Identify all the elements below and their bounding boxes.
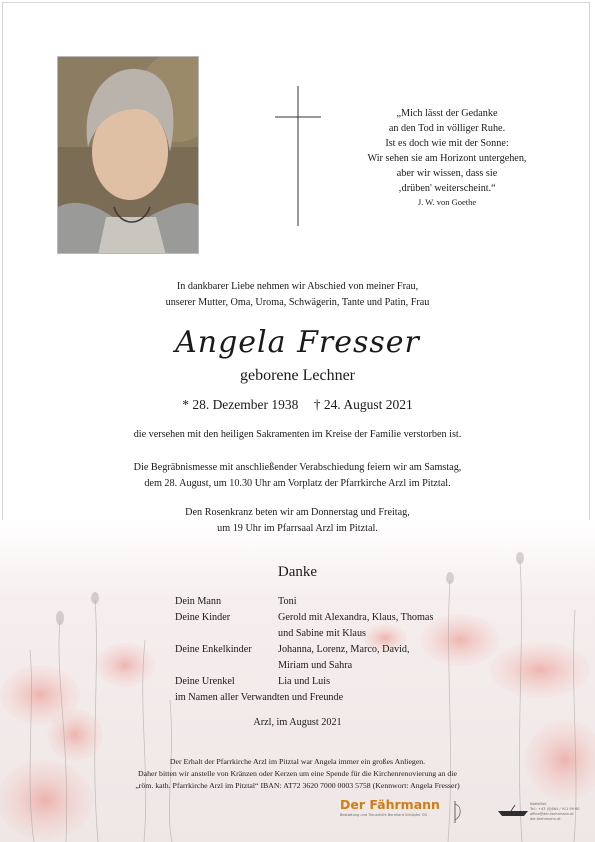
boat-icon xyxy=(497,804,529,818)
quote-line: Wir sehen sie am Horizont untergehen, xyxy=(367,153,527,164)
portrait-photo xyxy=(57,56,199,254)
ferryman-icon xyxy=(453,800,465,824)
mourners-list xyxy=(175,594,475,706)
quote-line: „Mich lässt der Gedanke xyxy=(396,108,498,119)
mourner-relation: Deine Enkelkinder xyxy=(175,644,252,655)
place-date: Arzl, im August 2021 xyxy=(253,717,342,728)
portrait-illustration xyxy=(58,57,199,254)
logo-name: Der Fährmann xyxy=(340,797,440,812)
sacrament-text: die versehen mit den heiligen Sakramenten im Kreise der Familie verstorben ist. xyxy=(133,429,462,440)
birth-date: * 28. Dezember 1938 xyxy=(182,397,299,412)
funeral-home-logo xyxy=(340,798,580,828)
intro-line: unserer Mutter, Oma, Uroma, Schwägerin, Tante und Patin, Frau xyxy=(165,296,430,308)
deceased-name: Angela Fresser xyxy=(175,325,420,360)
all-relatives: im Namen aller Verwandten und Freunde xyxy=(175,692,344,703)
mourner-names: und Sabine mit Klaus xyxy=(278,628,367,639)
rosary-line: Den Rosenkranz beten wir am Donnerstag und Freitag, xyxy=(185,507,410,518)
mourner-relation: Deine Urenkel xyxy=(175,676,235,687)
mourner-row xyxy=(175,674,475,690)
mourner-names: Toni xyxy=(278,596,297,607)
footer-line: Der Erhalt der Pfarrkirche Arzl im Pitztal war Angela immer ein großes Anliegen. xyxy=(169,757,426,766)
mourner-names: Gerold mit Alexandra, Klaus, Thomas xyxy=(278,612,434,623)
mourner-relation: Dein Mann xyxy=(175,596,222,607)
mourner-names: Miriam und Sahra xyxy=(278,660,353,671)
mass-line: Die Begräbnismesse mit anschließender Verabschiedung feiern wir am Samstag, xyxy=(133,462,462,473)
life-dates xyxy=(0,396,595,414)
death-date: † 24. August 2021 xyxy=(313,397,413,412)
cross-icon xyxy=(275,86,321,226)
logo-contact xyxy=(530,802,579,822)
quote-line: ‚drüben' weiterscheint.“ xyxy=(398,183,496,194)
mourner-row xyxy=(175,642,475,674)
rosary-line: um 19 Uhr im Pfarrsaal Arzl im Pitztal. xyxy=(217,522,378,534)
intro-text xyxy=(0,279,595,310)
logo-website: der-faehrmann.at xyxy=(530,817,561,821)
contact-line: Tel.: +43 (0)664 / 911 99 60 xyxy=(530,807,580,811)
maiden-name: geborene Lechner xyxy=(239,367,356,384)
goethe-quote xyxy=(352,106,542,208)
mass-line: dem 28. August, um 10.30 Uhr am Vorplatz der Pfarrkirche Arzl im Pitztal. xyxy=(144,477,451,489)
mourner-names: Lia und Luis xyxy=(278,676,331,687)
funeral-mass-text xyxy=(0,460,595,491)
footer-line: „röm. kath. Pfarrkirche Arzl im Pitztal“ IBAN: AT72 3620 7000 0003 5758 (Kennwort: Angela Fresser) xyxy=(135,781,460,790)
mourner-names: Johanna, Lorenz, Marco, David, xyxy=(278,644,410,655)
logo-subtitle: Bestattung und Trauerhilfe Bernhard Schöpfer OG xyxy=(340,813,428,817)
footer-line: Daher bitten wir anstelle von Kränzen oder Kerzen um eine Spende für die Kirchenrenovierung an die xyxy=(138,769,457,778)
contact-line: office@der-faehrmann.at xyxy=(530,812,574,816)
contact-line: Notfalltel. xyxy=(530,802,548,806)
rosary-text xyxy=(0,505,595,536)
mourner-row xyxy=(175,610,475,642)
quote-author: J. W. von Goethe xyxy=(417,197,477,207)
intro-line: In dankbarer Liebe nehmen wir Abschied von meiner Frau, xyxy=(176,281,419,292)
quote-line: aber wir wissen, dass sie xyxy=(396,168,498,179)
mourner-row xyxy=(175,594,475,610)
danke-heading: Danke xyxy=(277,564,318,580)
donation-footer xyxy=(40,756,555,792)
mourner-relation: Deine Kinder xyxy=(175,612,231,623)
quote-line: an den Tod in völliger Ruhe. xyxy=(388,123,506,134)
quote-line: Ist es doch wie mit der Sonne: xyxy=(385,138,509,149)
